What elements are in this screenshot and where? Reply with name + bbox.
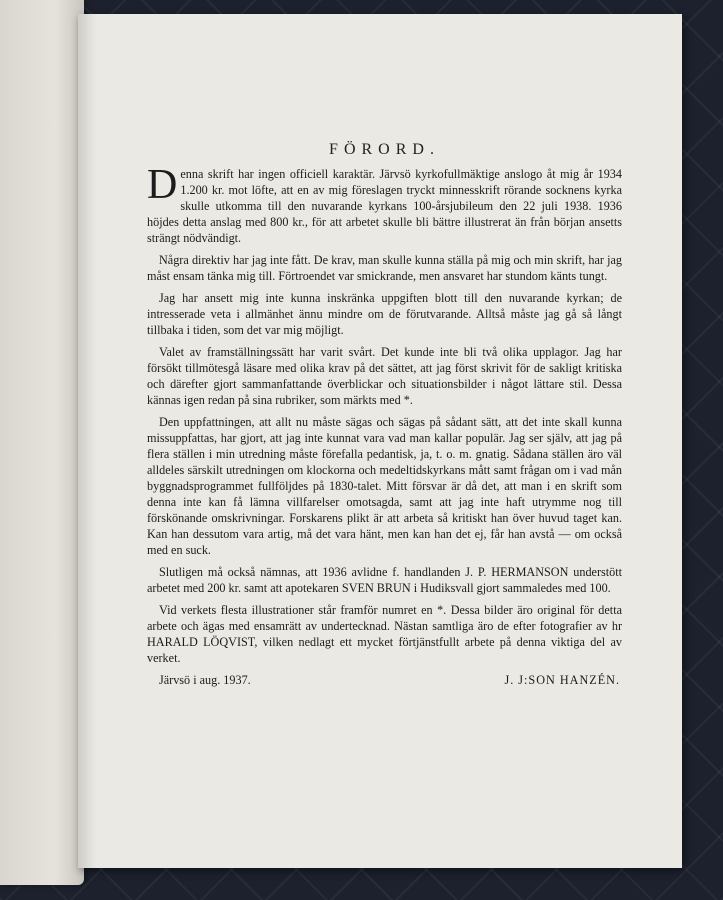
book-page [78, 14, 682, 868]
paragraph-7: Vid verkets flesta illustrationer står framför numret en *. Dessa bilder äro original för detta arbete och ägas med ensamrätt av undertecknad. Nästan samtliga äro de efter fotografier av hr HARALD LÖQVIST, vilken nedlagt ett mycket förtjänstfullt arbete på denna viktiga del av verket. [147, 603, 622, 665]
preface-text [147, 142, 622, 688]
author-signature: J. J:SON HANZÉN. [504, 673, 620, 687]
paragraph-2: Några direktiv har jag inte fått. De krav, man skulle kunna ställa på mig och min skrift, har jag måst ensam tänka mig till. Förtroendet var smickrande, men ansvaret har stundom känts tungt. [147, 253, 622, 283]
paragraph-6: Slutligen må också nämnas, att 1936 avlidne f. handlanden J. P. HERMANSON understött arbetet med 200 kr. samt att apotekaren SVEN BRUN i Hudiksvall gjort sammaledes med 100. [147, 565, 622, 595]
page-title: FÖRORD. [329, 141, 440, 158]
paragraph-5: Den uppfattningen, att allt nu måste sägas och sägas på sådant sätt, att det inte skall kunna missuppfattas, har gjort, att jag inte kunnat vara vad man kallar populär. Jag ser själv, att jag på flera ställen i min utredning måste förefalla pedantisk, ja, t. o. m. gnatig. Sådana ställen äro väl alldeles särskilt utredningen om klockorna och medeltidskyrkans mått samt frågan om i vad mån byggnadsprogrammet fullföljdes på 1830-talet. Mitt försvar är då det, att man i en skrift som denna inte kan få lämna villfarelser omotsagda, samt att jag inte haft utrymme nog till förskönande omskrivningar. Forskarens plikt är att arbeta så kritiskt han över huvud taget kan. Kan han dessutom vara artig, må det vara hänt, men kan han det ej, får han avstå — om också med en suck. [147, 415, 622, 557]
paragraph-4: Valet av framställningssätt har varit svårt. Det kunde inte bli två olika upplagor. Jag har försökt tillmötesgå läsare med olika krav på det sättet, att jag först skrivit för de sakligt kritiska och därefter gjort sammanfattande överblickar och situationsbilder i något lättare stil. Dessa kännas igen redan på sina rubriker, som märkts med *. [147, 345, 622, 407]
paragraph-3: Jag har ansett mig inte kunna inskränka uppgiften blott till den nuvarande kyrkan; de intresserade veta i allmänhet ännu mindre om de förutvarande. Alltså måste jag gå så långt tillbaka i tiden, som det var mig möjligt. [147, 291, 622, 337]
page-gutter-shadow [78, 14, 96, 868]
paragraph-1-text: enna skrift har ingen officiell karaktär. Järvsö kyrkofullmäktige anslogo åt mig år 1934 1.200 kr. mot löfte, att en av mig föreslagen tryckt minnesskrift rörande socknens kyrka skulle utkomma till den nuvarande kyrkans 100-årsjubileum den 22 juli 1938. 1936 höjdes detta anslag med 800 kr., för att arbetet skulle bli bättre illustrerat än från början ansetts strängt nödvändigt. [147, 167, 622, 245]
left-page-edge [0, 0, 84, 885]
paragraph-1 [147, 162, 622, 246]
drop-cap: D [147, 162, 178, 208]
signature-row [147, 672, 622, 688]
place-date: Järvsö i aug. 1937. [159, 673, 251, 687]
